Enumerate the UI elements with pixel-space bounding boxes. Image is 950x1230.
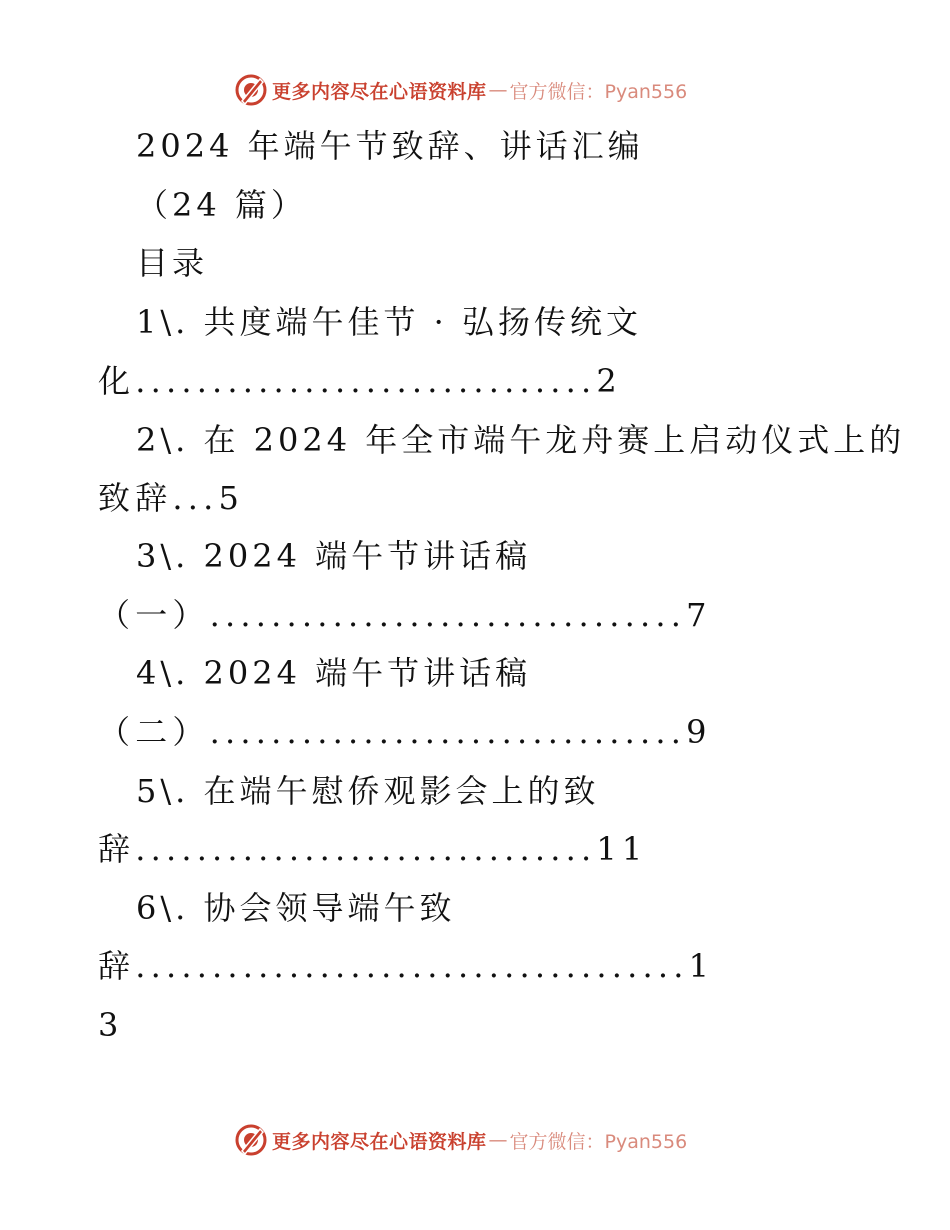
watermark-text: 更多内容尽在心语资料库 (272, 80, 487, 103)
toc-item-5-leader[interactable]: 辞..............................11 (98, 830, 648, 868)
toc-item-4-leader[interactable]: （二）...............................9 (98, 713, 712, 751)
toc-item-1-title[interactable]: 1\. 共度端午佳节 · 弘扬传统文 (136, 303, 643, 341)
watermark-contact: 官方微信：Pyan556 (509, 1130, 688, 1153)
toc-item-2-leader[interactable]: 致辞...5 (98, 479, 245, 517)
pen-logo-icon (234, 1123, 268, 1157)
header-watermark (234, 72, 687, 108)
pen-logo-icon (234, 73, 268, 107)
toc-item-1-leader[interactable]: 化..............................2 (98, 362, 622, 400)
toc-heading: 目录 (136, 244, 209, 282)
watermark-dash: — (488, 79, 508, 101)
document-title: 2024 年端午节致辞、讲话汇编 (136, 127, 644, 165)
watermark-dash: — (488, 1129, 508, 1151)
watermark-contact: 官方微信：Pyan556 (509, 80, 688, 103)
document-subtitle: （24 篇） (136, 186, 307, 224)
toc-item-3-title[interactable]: 3\. 2024 端午节讲话稿 (136, 537, 532, 575)
toc-item-6-leader[interactable]: 辞....................................1 (98, 947, 715, 985)
toc-item-6-page-wrap: 3 (98, 1006, 123, 1044)
footer-watermark (234, 1122, 687, 1158)
toc-item-5-title[interactable]: 5\. 在端午慰侨观影会上的致 (136, 772, 600, 810)
toc-item-6-title[interactable]: 6\. 协会领导端午致 (136, 889, 456, 927)
toc-item-2-title[interactable]: 2\. 在 2024 年全市端午龙舟赛上启动仪式上的 (136, 421, 906, 459)
toc-item-4-title[interactable]: 4\. 2024 端午节讲话稿 (136, 654, 532, 692)
toc-item-3-leader[interactable]: （一）...............................7 (98, 596, 712, 634)
watermark-text: 更多内容尽在心语资料库 (272, 1130, 487, 1153)
